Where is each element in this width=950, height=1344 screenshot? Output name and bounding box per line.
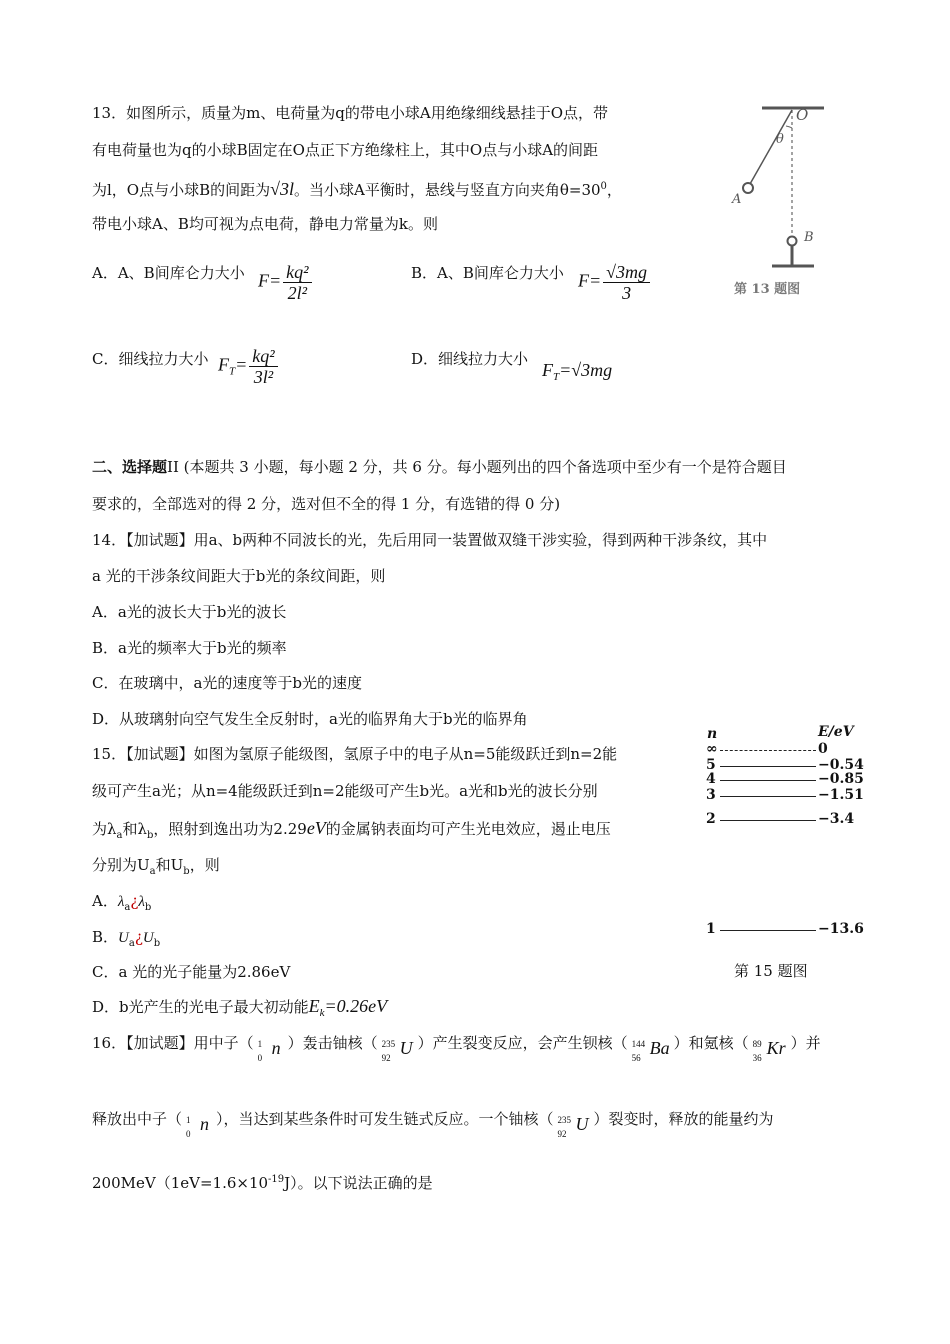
diagram-n-label: n (707, 726, 718, 742)
q13-option-b: B．A、B间库仑力大小 (411, 264, 564, 282)
q14-option-a: A．a光的波长大于b光的波长 (92, 603, 287, 621)
q13-option-a: A．A、B间库仑力大小 (92, 264, 245, 282)
level-n-2: 4 (706, 771, 716, 787)
level-line-4 (720, 820, 816, 821)
level-energy-1: −0.54 (818, 757, 864, 773)
q13-line-2: 有电荷量也为q的小球B固定在O点正下方绝缘柱上，其中O点与小球A的间距 (92, 141, 599, 159)
level-energy-2: −0.85 (818, 771, 864, 787)
fig13-label-b: B (804, 230, 814, 245)
q13-line-3: 为l，O点与小球B的间距为√3l。当小球A平衡时，悬线与竖直方向夹角$\theta=30^0$， (92, 179, 622, 199)
level-energy-3: −1.51 (818, 787, 864, 803)
level-line-1 (720, 766, 816, 767)
level-line-0 (720, 750, 816, 751)
q15-option-b: B．$U_a¿U_b$ (92, 928, 161, 949)
level-energy-0: 0 (818, 741, 828, 757)
q13-figure (728, 98, 838, 303)
q15-line-3: 为$\lambda_a$和$\lambda_b$，照射到逸出功为2.29eV的金属钠表面均可产生光电效应，遏止电压 (92, 818, 611, 841)
q15-option-d: D．b光产生的光电子最大初动能$E_k=0.26eV$ (92, 996, 388, 1019)
level-energy-4: −3.4 (818, 811, 855, 827)
fig15-caption: 第 15 题图 (734, 962, 808, 980)
section2-line-2: 要求的，全部选对的得 2 分，选对但不全的得 1 分，有选错的得 0 分) (92, 495, 561, 513)
fig13-caption: 第 13 题图 (734, 282, 801, 297)
q15-line-2: 级可产生a光；从n=4能级跃迁到n=2能级可产生b光。a光和b光的波长分别 (92, 782, 598, 800)
q14-line-2: a 光的干涉条纹间距大于b光的条纹间距，则 (92, 567, 386, 585)
neutron-symbol: 1 0 n (257, 1038, 281, 1063)
q15-option-c: C．a 光的光子能量为2.86eV (92, 963, 291, 981)
level-n-0: ∞ (706, 741, 718, 757)
fig13-label-o: O (796, 106, 809, 124)
level-n-4: 2 (706, 811, 716, 827)
uranium-symbol: 235 92 U (381, 1038, 413, 1063)
pendulum-diagram (728, 98, 838, 303)
q13-option-d: D．细线拉力大小 (411, 350, 529, 368)
q13-option-c: C．细线拉力大小 (92, 350, 209, 368)
level-n-3: 3 (706, 787, 716, 803)
energy-level-diagram (700, 724, 870, 986)
fig13-label-theta: θ (776, 132, 784, 147)
krypton-symbol: 89 36 Kr (752, 1038, 786, 1063)
level-line-2 (720, 780, 816, 781)
q16-line-1: 16．【加试题】用中子（ 1 0 n ）轰击铀核（ 235 92 U ）产生裂变反应，会产生钡核（ 144 56 Ba ）和氪核（ 89 36 Kr ）并 (92, 1030, 821, 1057)
q15-line-4: 分别为$U_a$和$U_b$，则 (92, 856, 220, 877)
q13-option-c-formula: $F_T=$ $\frac{\text{kq²}}{\text{3l²}}$ (218, 346, 278, 387)
level-line-5 (720, 930, 816, 931)
diagram-e-label: E/eV (818, 724, 854, 740)
fig13-label-a: A (732, 192, 742, 207)
level-n-5: 1 (706, 921, 716, 937)
q14-option-b: B．a光的频率大于b光的频率 (92, 639, 287, 657)
neutron-symbol: 1 0 n (186, 1114, 210, 1139)
q14-option-c: C．在玻璃中，a光的速度等于b光的速度 (92, 674, 363, 692)
q14-line-1: 14．【加试题】用a、b两种不同波长的光，先后用同一装置做双缝干涉实验，得到两种干涉条纹，其中 (92, 531, 768, 549)
q13-option-d-formula: $F_T=√3mg$ (542, 360, 613, 383)
level-line-3 (720, 796, 816, 797)
section2-line-1: 二、选择题II (本题共 3 小题，每小题 2 分，共 6 分。每小题列出的四个备选项中至少有一个是符合题目 (92, 458, 787, 476)
q16-line-3: $200MeV(1eV=1.6\times 10^{-19}J)$。以下说法正确的是 (92, 1174, 433, 1192)
q13-option-b-formula: F= $\frac{√3mg}{3}$ (578, 262, 650, 303)
q13-line-4: 带电小球A、B均可视为点电荷，静电力常量为k。则 (92, 215, 438, 233)
q14-option-d: D．从玻璃射向空气发生全反射时，a光的临界角大于b光的临界角 (92, 710, 528, 728)
q13-option-a-formula: F= $\frac{\text{kq²}}{\text{2l²}}$ (258, 262, 312, 303)
q15-line-1: 15．【加试题】如图为氢原子能级图，氢原子中的电子从n=5能级跃迁到n=2能 (92, 745, 618, 763)
q15-option-a: A．$\lambda_a¿\lambda_b$ (92, 892, 152, 913)
q13-line-1: 13．如图所示，质量为m、电荷量为q的带电小球A用绝缘细线悬挂于O点，带 (92, 104, 609, 122)
level-energy-5: −13.6 (818, 921, 864, 937)
q16-line-2: 释放出中子（ 1 0 n ），当达到某些条件时可发生链式反应。一个铀核（ 235 92 U ）裂变时，释放的能量约为 (92, 1106, 774, 1133)
barium-symbol: 144 56 Ba (631, 1038, 670, 1063)
level-n-1: 5 (706, 757, 716, 773)
uranium-symbol: 235 92 U (557, 1114, 589, 1139)
